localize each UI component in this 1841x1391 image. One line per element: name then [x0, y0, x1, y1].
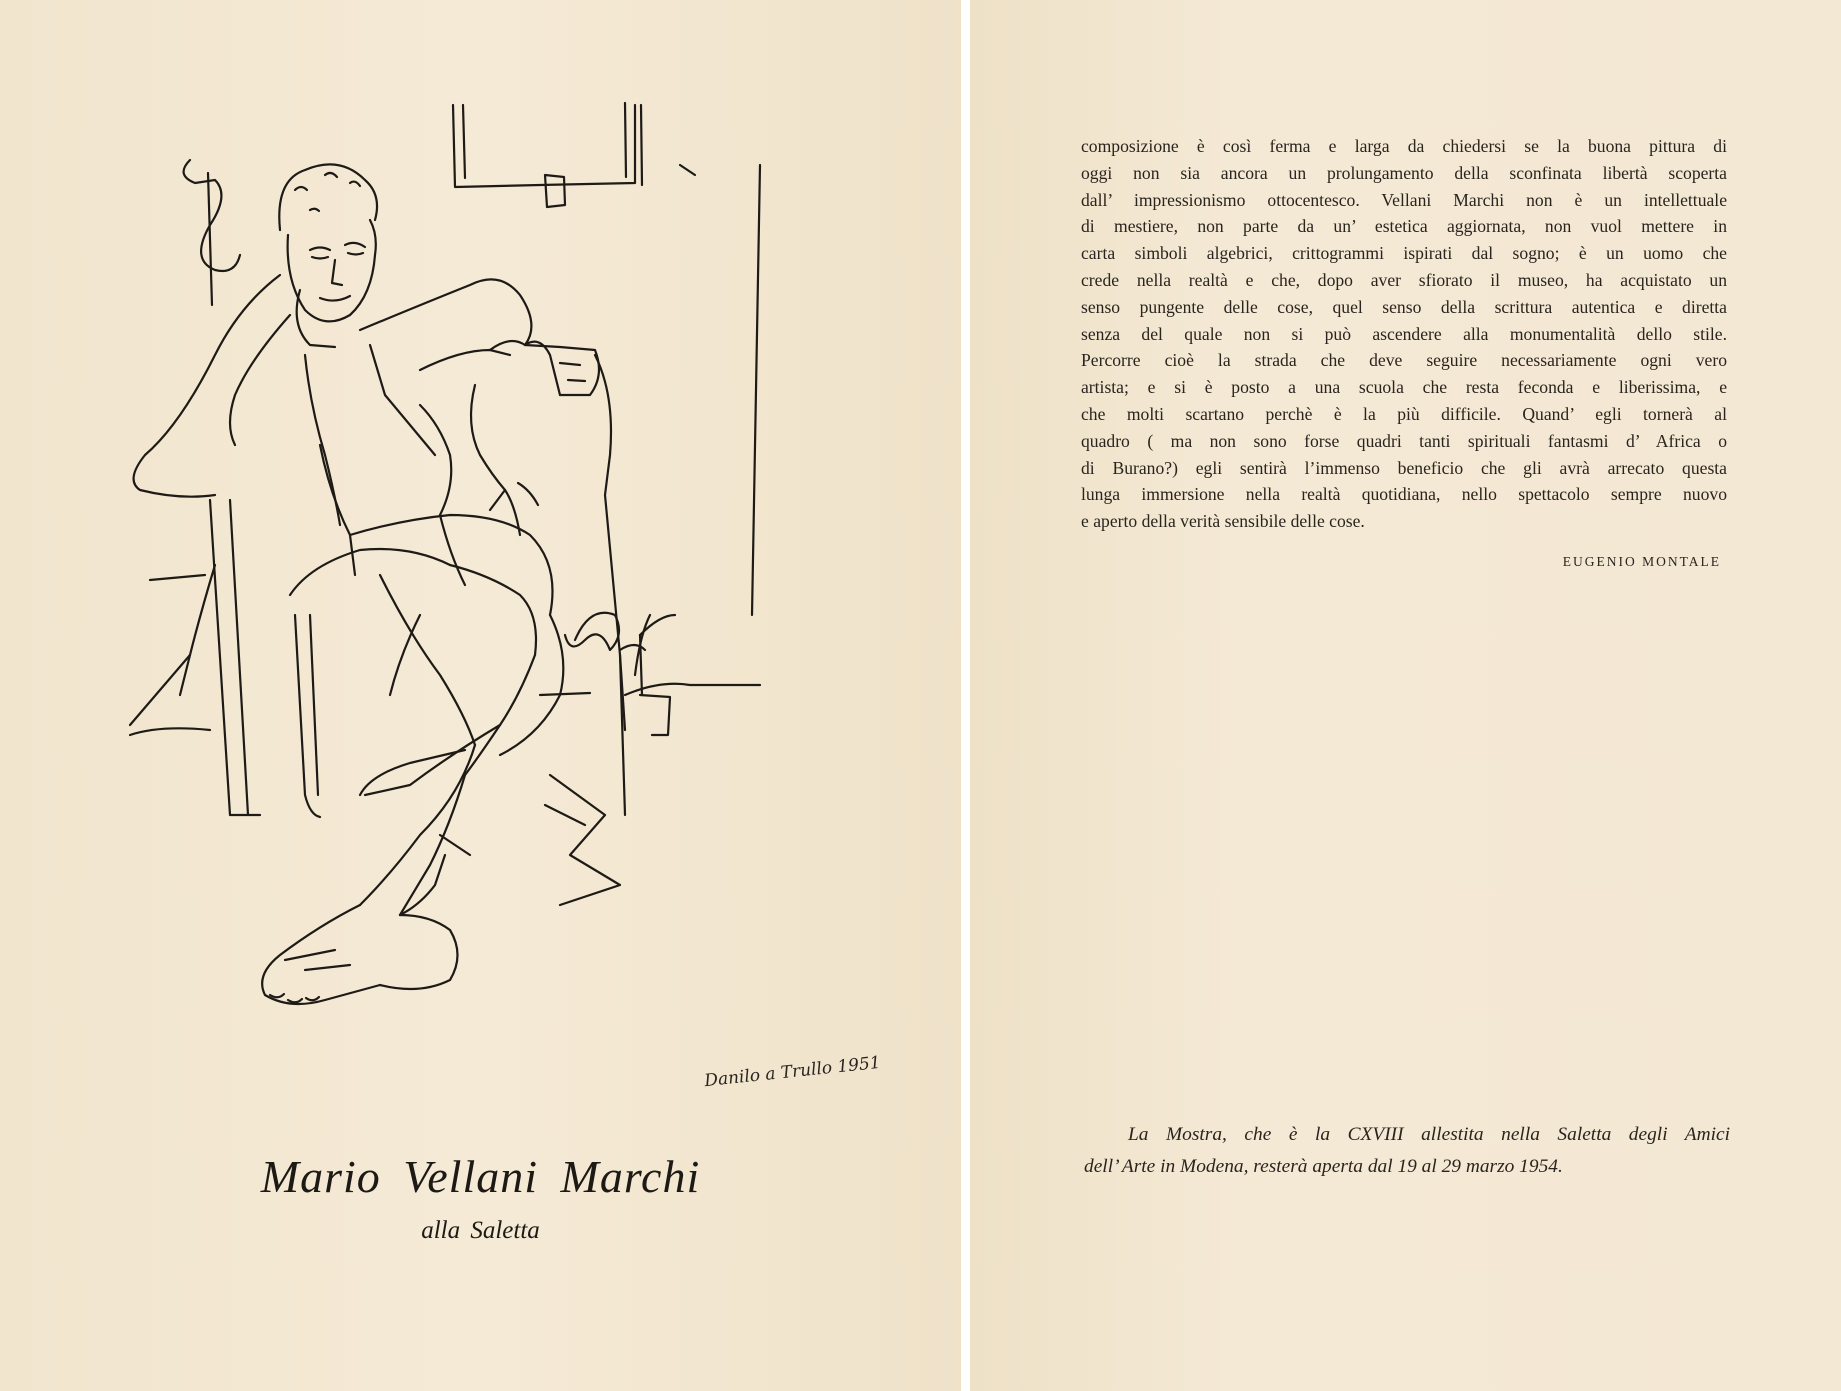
page-gutter: [961, 0, 970, 1391]
essay-line: crede nella realtà e che, dopo aver sfiorato il museo, ha acquistato un: [1081, 269, 1727, 290]
essay-line: senza del quale non si può ascendere alla monumentalità dello stile.: [1081, 323, 1727, 344]
page-subtitle: alla Saletta: [421, 1217, 540, 1244]
artist-signature: Danilo a Trullo 1951: [703, 1052, 882, 1092]
essay-line: carta simboli algebrici, crittogrammi ispirati dal sogno; è un uomo che: [1081, 243, 1727, 264]
essay-line: oggi non sia ancora un prolungamento della sconfinata libertà scoperta: [1081, 162, 1727, 183]
essay-line: composizione è così ferma e larga da chiedersi se la buona pittura di: [1081, 136, 1727, 156]
essay-line: lunga immersione nella realtà quotidiana, nello spettacolo sempre nuovo: [1081, 484, 1727, 505]
exhibition-note: [1084, 1119, 1730, 1183]
portrait-drawing: [120, 95, 860, 1130]
essay-text: [1081, 133, 1727, 535]
essay-line: artista; e si è posto a una scuola che resta feconda e liberissima, e: [1081, 377, 1727, 398]
note-line: dell’ Arte in Modena, resterà aperta dal 19 al 29 marzo 1954.: [1084, 1156, 1563, 1177]
essay-line: senso pungente delle cose, quel senso della scrittura autentica e diretta: [1081, 296, 1727, 317]
essay-line: quadro ( ma non sono forse quadri tanti spirituali fantasmi d’ Africa o: [1081, 430, 1727, 451]
note-line: La Mostra, che è la CXVIII allestita nella Saletta degli Amici: [1128, 1124, 1730, 1145]
essay-line: di mestiere, non parte da un’ estetica aggiornata, non vuol mettere in: [1081, 216, 1727, 237]
essay-line: Percorre cioè la strada che deve seguire necessariamente ogni vero: [1081, 350, 1727, 371]
essay-line: di Burano?) egli sentirà l’immenso beneficio che gli avrà arrecato questa: [1081, 457, 1727, 478]
page-title: Mario Vellani Marchi: [260, 1151, 701, 1202]
essay-line: e aperto della verità sensibile delle cose.: [1081, 511, 1365, 532]
essay-author: EUGENIO MONTALE: [1562, 554, 1721, 569]
essay-line: che molti scartano perchè è la più difficile. Quand’ egli tornerà al: [1081, 403, 1727, 424]
essay-line: dall’ impressionismo ottocentesco. Vellani Marchi non è un intellettuale: [1081, 189, 1727, 210]
